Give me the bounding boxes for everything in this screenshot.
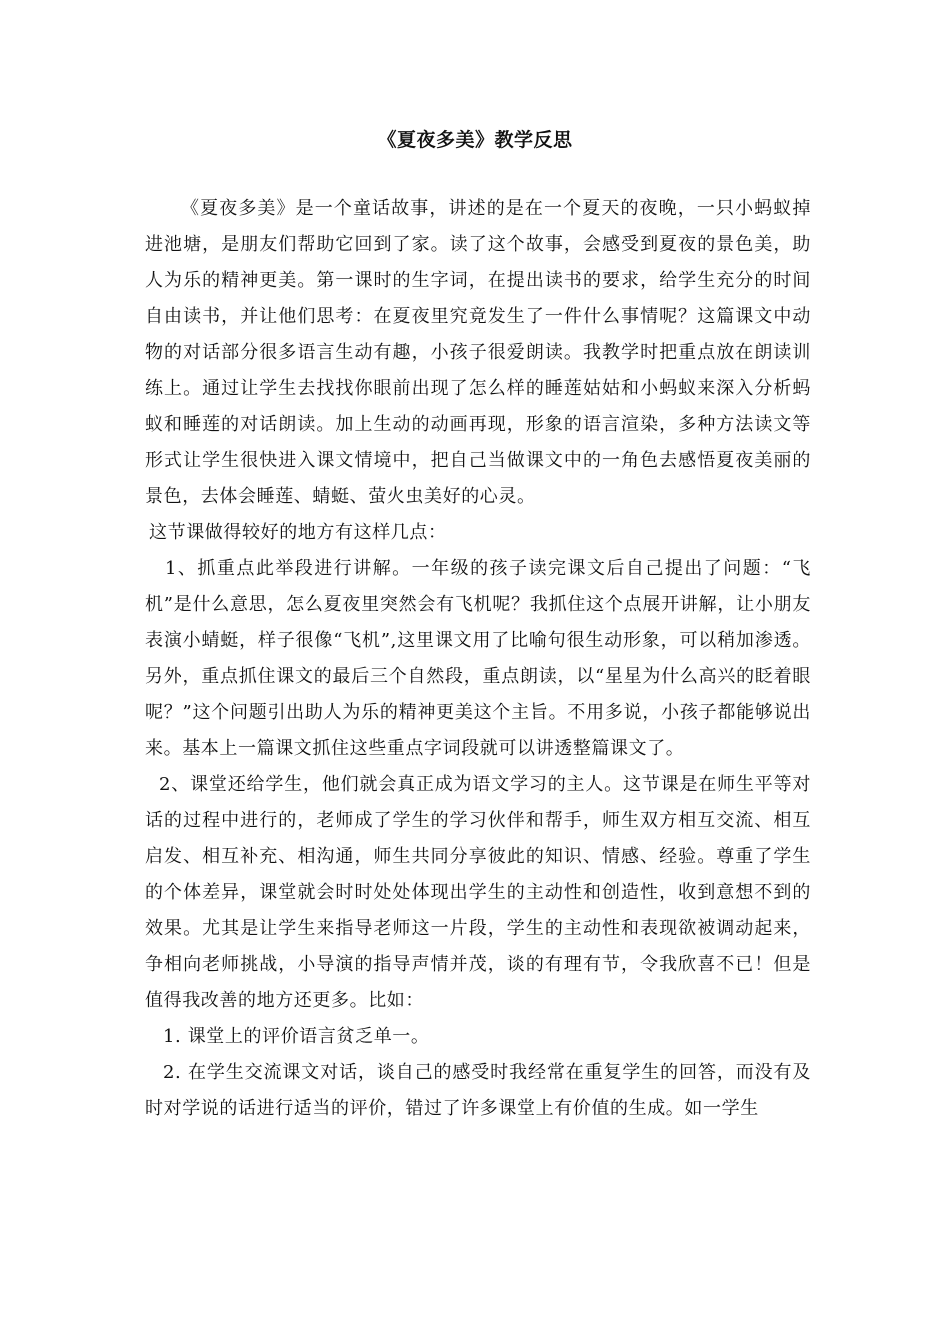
paragraph-intro: 《夏夜多美》是一个童话故事，讲述的是在一个夏天的夜晚，一只小蚂蚁掉进池塘，是朋友们帮助它回到了家。读了这个故事，会感受到夏夜的景色美，助人为乐的精神更美。第一课时的生字词，在提出读书的要求，给学生充分的时间自由读书，并让他们思考：在夏夜里究竟发生了一件什么事情呢？这篇课文中动物的对话部分很多语言生动有趣，小孩子很爱朗读。我教学时把重点放在朗读训练上。通过让学生去找找你眼前出现了怎么样的睡莲姑姑和小蚂蚁来深入分析蚂蚁和睡莲的对话朗读。加上生动的动画再现，形象的语言渲染，多种方法读文等形式让学生很快进入课文情境中，把自己当做课文中的一角色去感悟夏夜美丽的景色，去体会睡莲、蜻蜓、萤火虫美好的心灵。 bbox=[145, 198, 811, 507]
document-title: 《夏夜多美》教学反思 bbox=[377, 129, 573, 151]
paragraph-improvement-2: 2. 在学生交流课文对话，谈自己的感受时我经常在重复学生的回答，而没有及时对学说的话进行适当的评价，错过了许多课堂上有价值的生成。如一学生 bbox=[145, 1062, 811, 1119]
paragraph-point-1: 1、抓重点此举段进行讲解。一年级的孩子读完课文后自己提出了问题：“飞机”是什么意思，怎么夏夜里突然会有飞机呢？我抓住这个点展开讲解，让小朋友表演小蜻蜓，样子很像“飞机”,这里课文用了比喻句很生动形象，可以稍加渗透。另外，重点抓住课文的最后三个自然段，重点朗读，以“星星为什么高兴的眨着眼呢？”这个问题引出助人为乐的精神更美这个主旨。不用多说，小孩子都能够说出来。基本上一篇课文抓住这些重点字词段就可以讲透整篇课文了。 bbox=[145, 558, 811, 759]
paragraph-improvement-1: 1. 课堂上的评价语言贫乏单一。 bbox=[163, 1026, 430, 1047]
paragraph-point-2: 2、课堂还给学生，他们就会真正成为语文学习的主人。这节课是在师生平等对话的过程中进行的，老师成了学生的学习伙伴和帮手，师生双方相互交流、相互启发、相互补充、相沟通，师生共同分享彼此的知识、情感、经验。尊重了学生的个体差异，课堂就会时时处处体现出学生的主动性和创造性，收到意想不到的效果。尤其是让学生来指导老师这一片段，学生的主动性和表现欲被调动起来，争相向老师挑战，小导演的指导声情并茂，谈的有理有节，令我欣喜不已！但是值得我改善的地方还更多。比如： bbox=[145, 774, 811, 1011]
document-body bbox=[145, 191, 811, 1127]
paragraph-strengths-heading: 这节课做得较好的地方有这样几点： bbox=[149, 522, 447, 543]
